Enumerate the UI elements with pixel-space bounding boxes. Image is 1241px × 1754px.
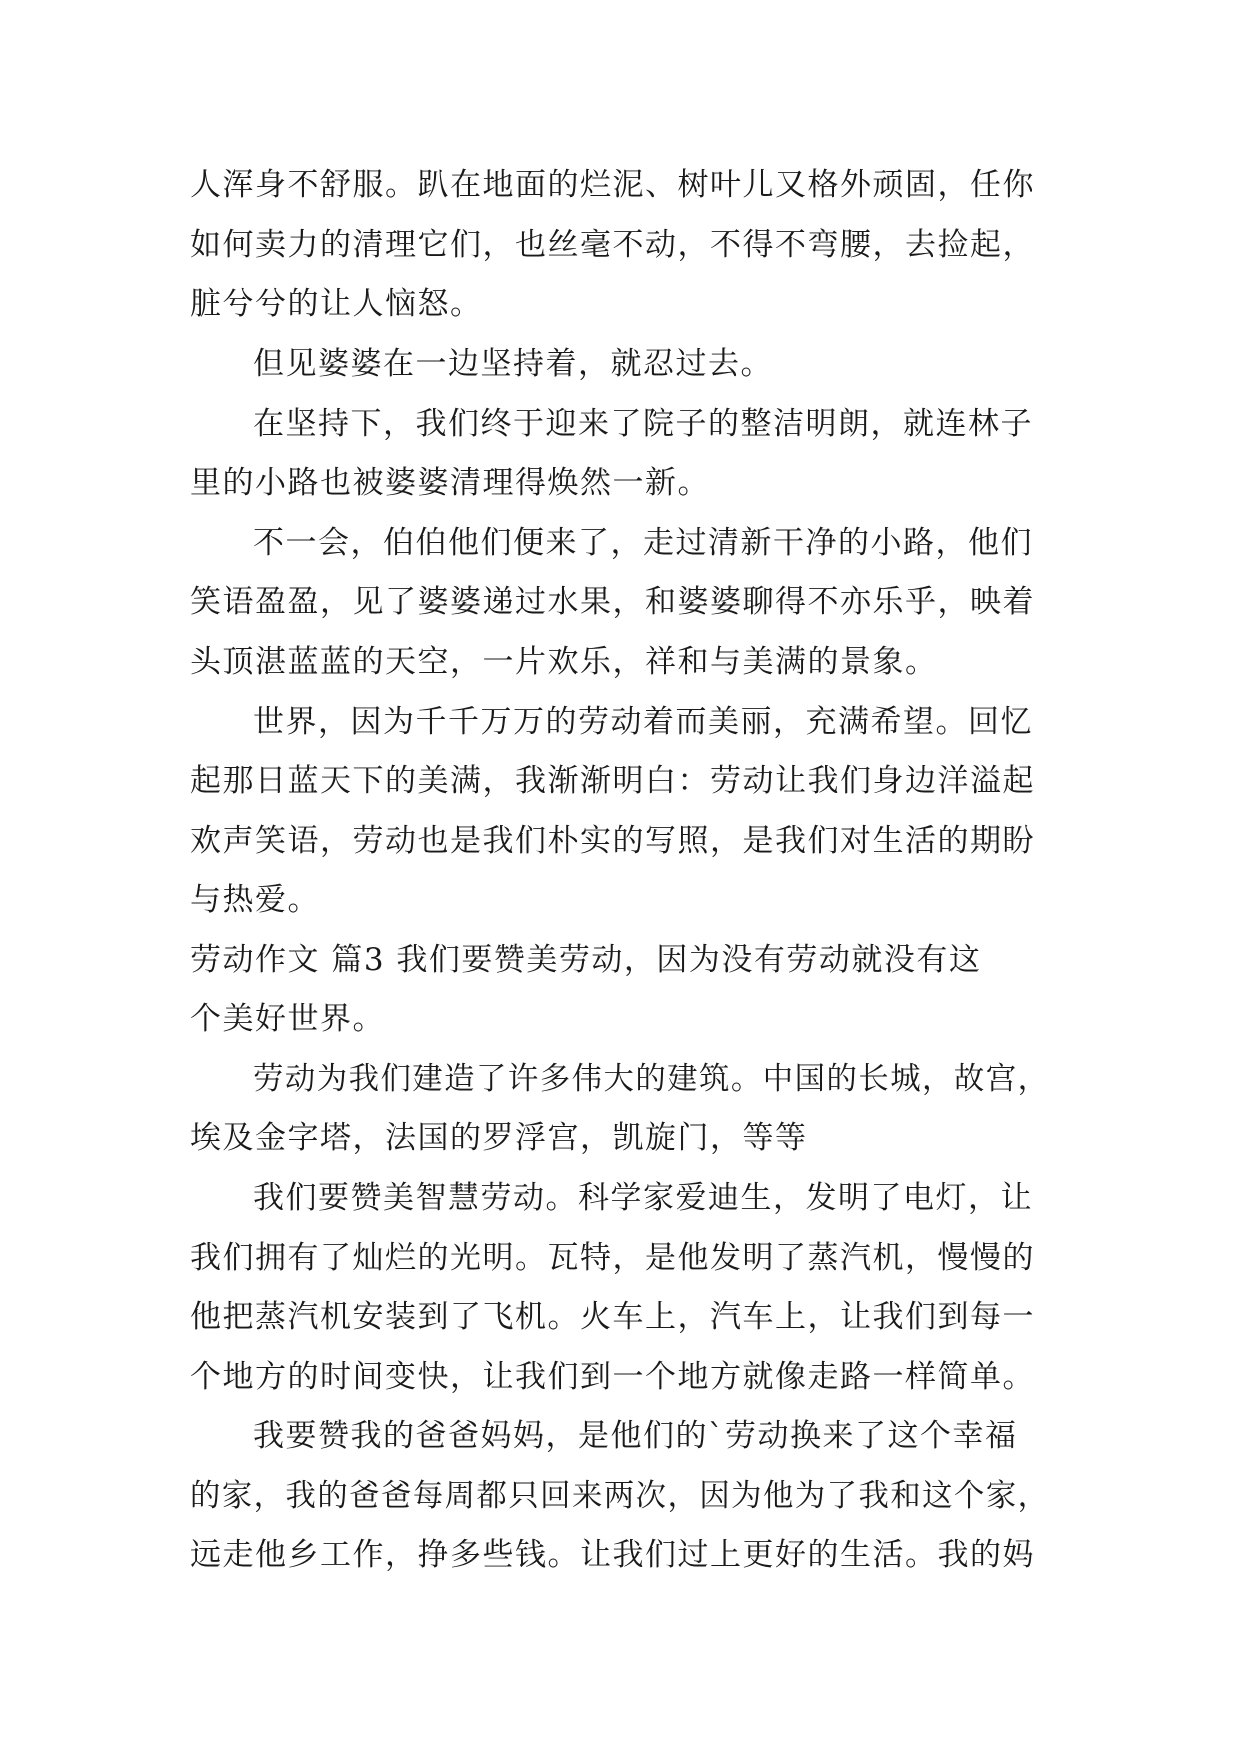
text-line: 我们要赞美智慧劳动。科学家爱迪生，发明了电灯，让	[253, 1180, 1033, 1216]
text-line: 人浑身不舒服。趴在地面的烂泥、树叶儿又格外顽固，任你	[190, 167, 1035, 203]
text-line: 头顶湛蓝蓝的天空，一片欢乐，祥和与美满的景象。	[190, 644, 938, 680]
text-line: 个地方的时间变快，让我们到一个地方就像走路一样简单。	[190, 1359, 1035, 1395]
text-line: 个美好世界。	[190, 1001, 385, 1037]
text-line: 与热爱。	[190, 882, 320, 918]
section-heading-line: 劳动作文 篇3 我们要赞美劳动，因为没有劳动就没有这	[190, 942, 982, 978]
text-line: 但见婆婆在一边坚持着，就忍过去。	[253, 346, 773, 382]
text-line: 埃及金字塔，法国的罗浮宫，凯旋门，等等	[190, 1120, 808, 1156]
text-line: 他把蒸汽机安装到了飞机。火车上，汽车上，让我们到每一	[190, 1299, 1035, 1335]
text-line: 笑语盈盈，见了婆婆递过水果，和婆婆聊得不亦乐乎，映着	[190, 584, 1035, 620]
text-line: 如何卖力的清理它们，也丝毫不动，不得不弯腰，去捡起，	[190, 227, 1035, 263]
text-line: 我要赞我的爸爸妈妈，是他们的`劳动换来了这个幸福	[253, 1418, 1018, 1454]
text-line: 欢声笑语，劳动也是我们朴实的写照，是我们对生活的期盼	[190, 823, 1035, 859]
text-line: 在坚持下，我们终于迎来了院子的整洁明朗，就连林子	[253, 406, 1033, 442]
text-line: 远走他乡工作，挣多些钱。让我们过上更好的生活。我的妈	[190, 1537, 1035, 1573]
text-line: 的家，我的爸爸每周都只回来两次，因为他为了我和这个家，	[190, 1478, 1050, 1514]
text-line: 里的小路也被婆婆清理得焕然一新。	[190, 465, 710, 501]
text-line: 起那日蓝天下的美满，我渐渐明白：劳动让我们身边洋溢起	[190, 763, 1035, 799]
text-line: 世界，因为千千万万的劳动着而美丽，充满希望。回忆	[253, 704, 1033, 740]
text-line: 脏兮兮的让人恼怒。	[190, 286, 483, 322]
text-line: 劳动为我们建造了许多伟大的建筑。中国的长城，故宫，	[253, 1061, 1050, 1097]
text-line: 我们拥有了灿烂的光明。瓦特，是他发明了蒸汽机，慢慢的	[190, 1240, 1035, 1276]
text-line: 不一会，伯伯他们便来了，走过清新干净的小路，他们	[253, 525, 1033, 561]
